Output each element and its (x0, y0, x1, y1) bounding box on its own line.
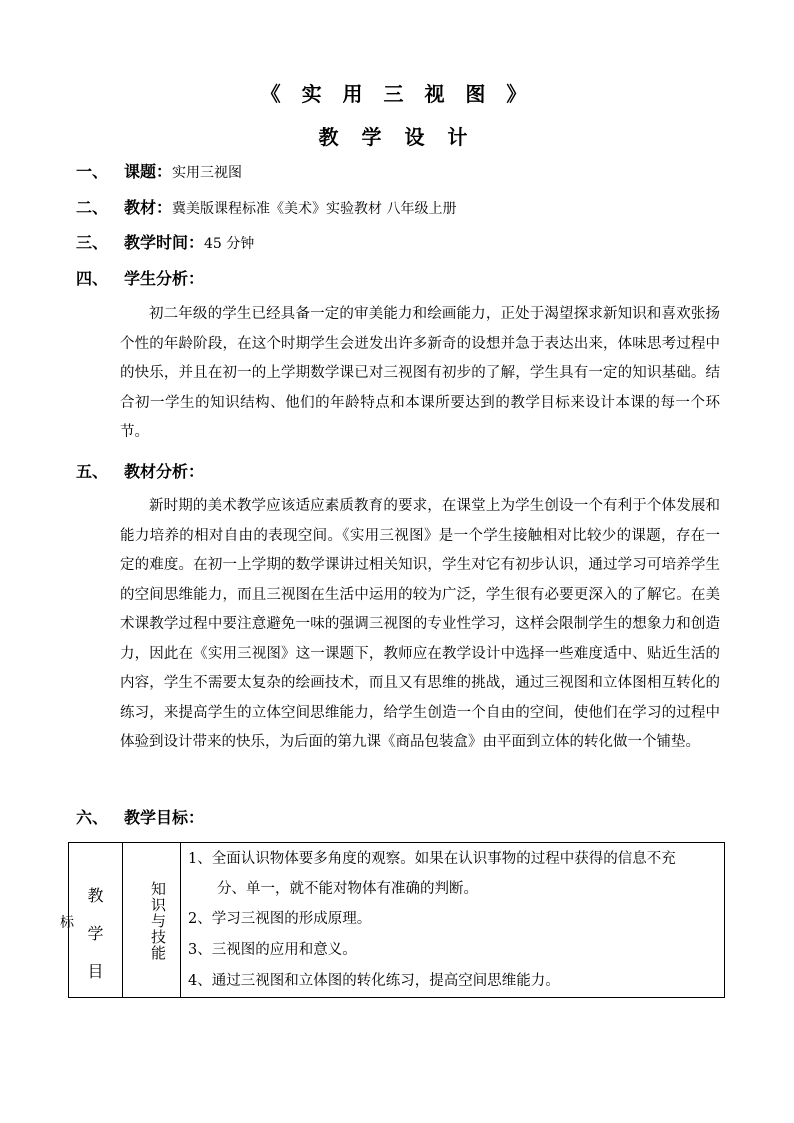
section-number: 四、 (76, 269, 109, 288)
side-mark: 标 (60, 915, 74, 931)
section-value: 冀美版课程标准《美术》实验教材 八年级上册 (172, 201, 457, 217)
section-label: 学生分析： (124, 269, 205, 288)
section-material (76, 197, 456, 219)
student-analysis-paragraph: 初二年级的学生已经具备一定的审美能力和绘画能力，正处于渴望探求新知识和喜欢张扬个性的年龄阶段，在这个时期学生会迸发出许多新奇的设想并急于表达出来，体味思考过程中的快乐，并且在初一的上学期数学课已对三视图有初步的了解，学生具有一定的知识基础。结合初一学生的知识结构、他们的年龄特点和本课所要达到的教学目标来设计本课的每一个环节。 (120, 306, 720, 440)
category-char: 教 (87, 886, 104, 905)
table-column-category (69, 843, 123, 997)
objectives-table (68, 842, 725, 998)
section-material-analysis (76, 461, 204, 483)
section-time (76, 232, 254, 254)
section-label: 课题： (124, 162, 173, 181)
section-number: 六、 (76, 808, 109, 827)
section-label: 教材分析： (124, 462, 205, 481)
section-label: 教学时间： (124, 233, 205, 252)
section-topic (76, 161, 242, 183)
section-label: 教学目标： (124, 808, 205, 827)
objective-line: 4、通过三视图和立体图的转化练习，提高空间思维能力。 (188, 973, 560, 989)
category-char: 学 (87, 924, 104, 943)
category-char: 目 (87, 962, 104, 981)
section-number: 五、 (76, 462, 109, 481)
section-number: 三、 (76, 233, 109, 252)
table-column-dimension (123, 843, 181, 997)
section-value: 45 分钟 (204, 236, 255, 252)
objective-line: 分、单一，就不能对物体有准确的判断。 (217, 881, 478, 897)
objective-line: 2、学习三视图的形成原理。 (188, 911, 372, 927)
document-subtitle: 教 学 设 计 (318, 125, 476, 149)
dimension-label: 知识与技能 (149, 881, 167, 961)
table-column-objectives (181, 843, 724, 997)
section-value: 实用三视图 (172, 165, 243, 181)
objective-line: 1、全面认识物体要多角度的观察。如果在认识事物的过程中获得的信息不充 (188, 851, 676, 867)
section-label: 教材： (124, 198, 173, 217)
section-student-analysis (76, 268, 204, 290)
document-title: 《 实 用 三 视 图 》 (260, 82, 534, 106)
section-objectives (76, 807, 204, 829)
section-number: 二、 (76, 198, 109, 217)
objective-line: 3、三视图的应用和意义。 (188, 942, 357, 958)
section-number: 一、 (76, 162, 109, 181)
material-analysis-paragraph: 新时期的美术教学应该适应素质教育的要求，在课堂上为学生创设一个有利于个体发展和能力培养的相对自由的表现空间。《实用三视图》是一个学生接触相对比较少的课题，存在一定的难度。在初一上学期的数学课讲过相关知识，学生对它有初步认识，通过学习可培养学生的空间思维能力，而且三视图在生活中运用的较为广泛，学生很有必要更深入的了解它。在美术课教学过程中要注意避免一味的强调三视图的专业性学习，这样会限制学生的想象力和创造力，因此在《实用三视图》这一课题下，教师应在教学设计中选择一些难度适中、贴近生活的内容，学生不需要太复杂的绘画技术，而且又有思维的挑战，通过三视图和立体图相互转化的练习，来提高学生的立体空间思维能力，给学生创造一个自由的空间，使他们在学习的过程中体验到设计带来的快乐，为后面的第九课《商品包装盒》由平面到立体的转化做一个铺垫。 (120, 498, 720, 750)
